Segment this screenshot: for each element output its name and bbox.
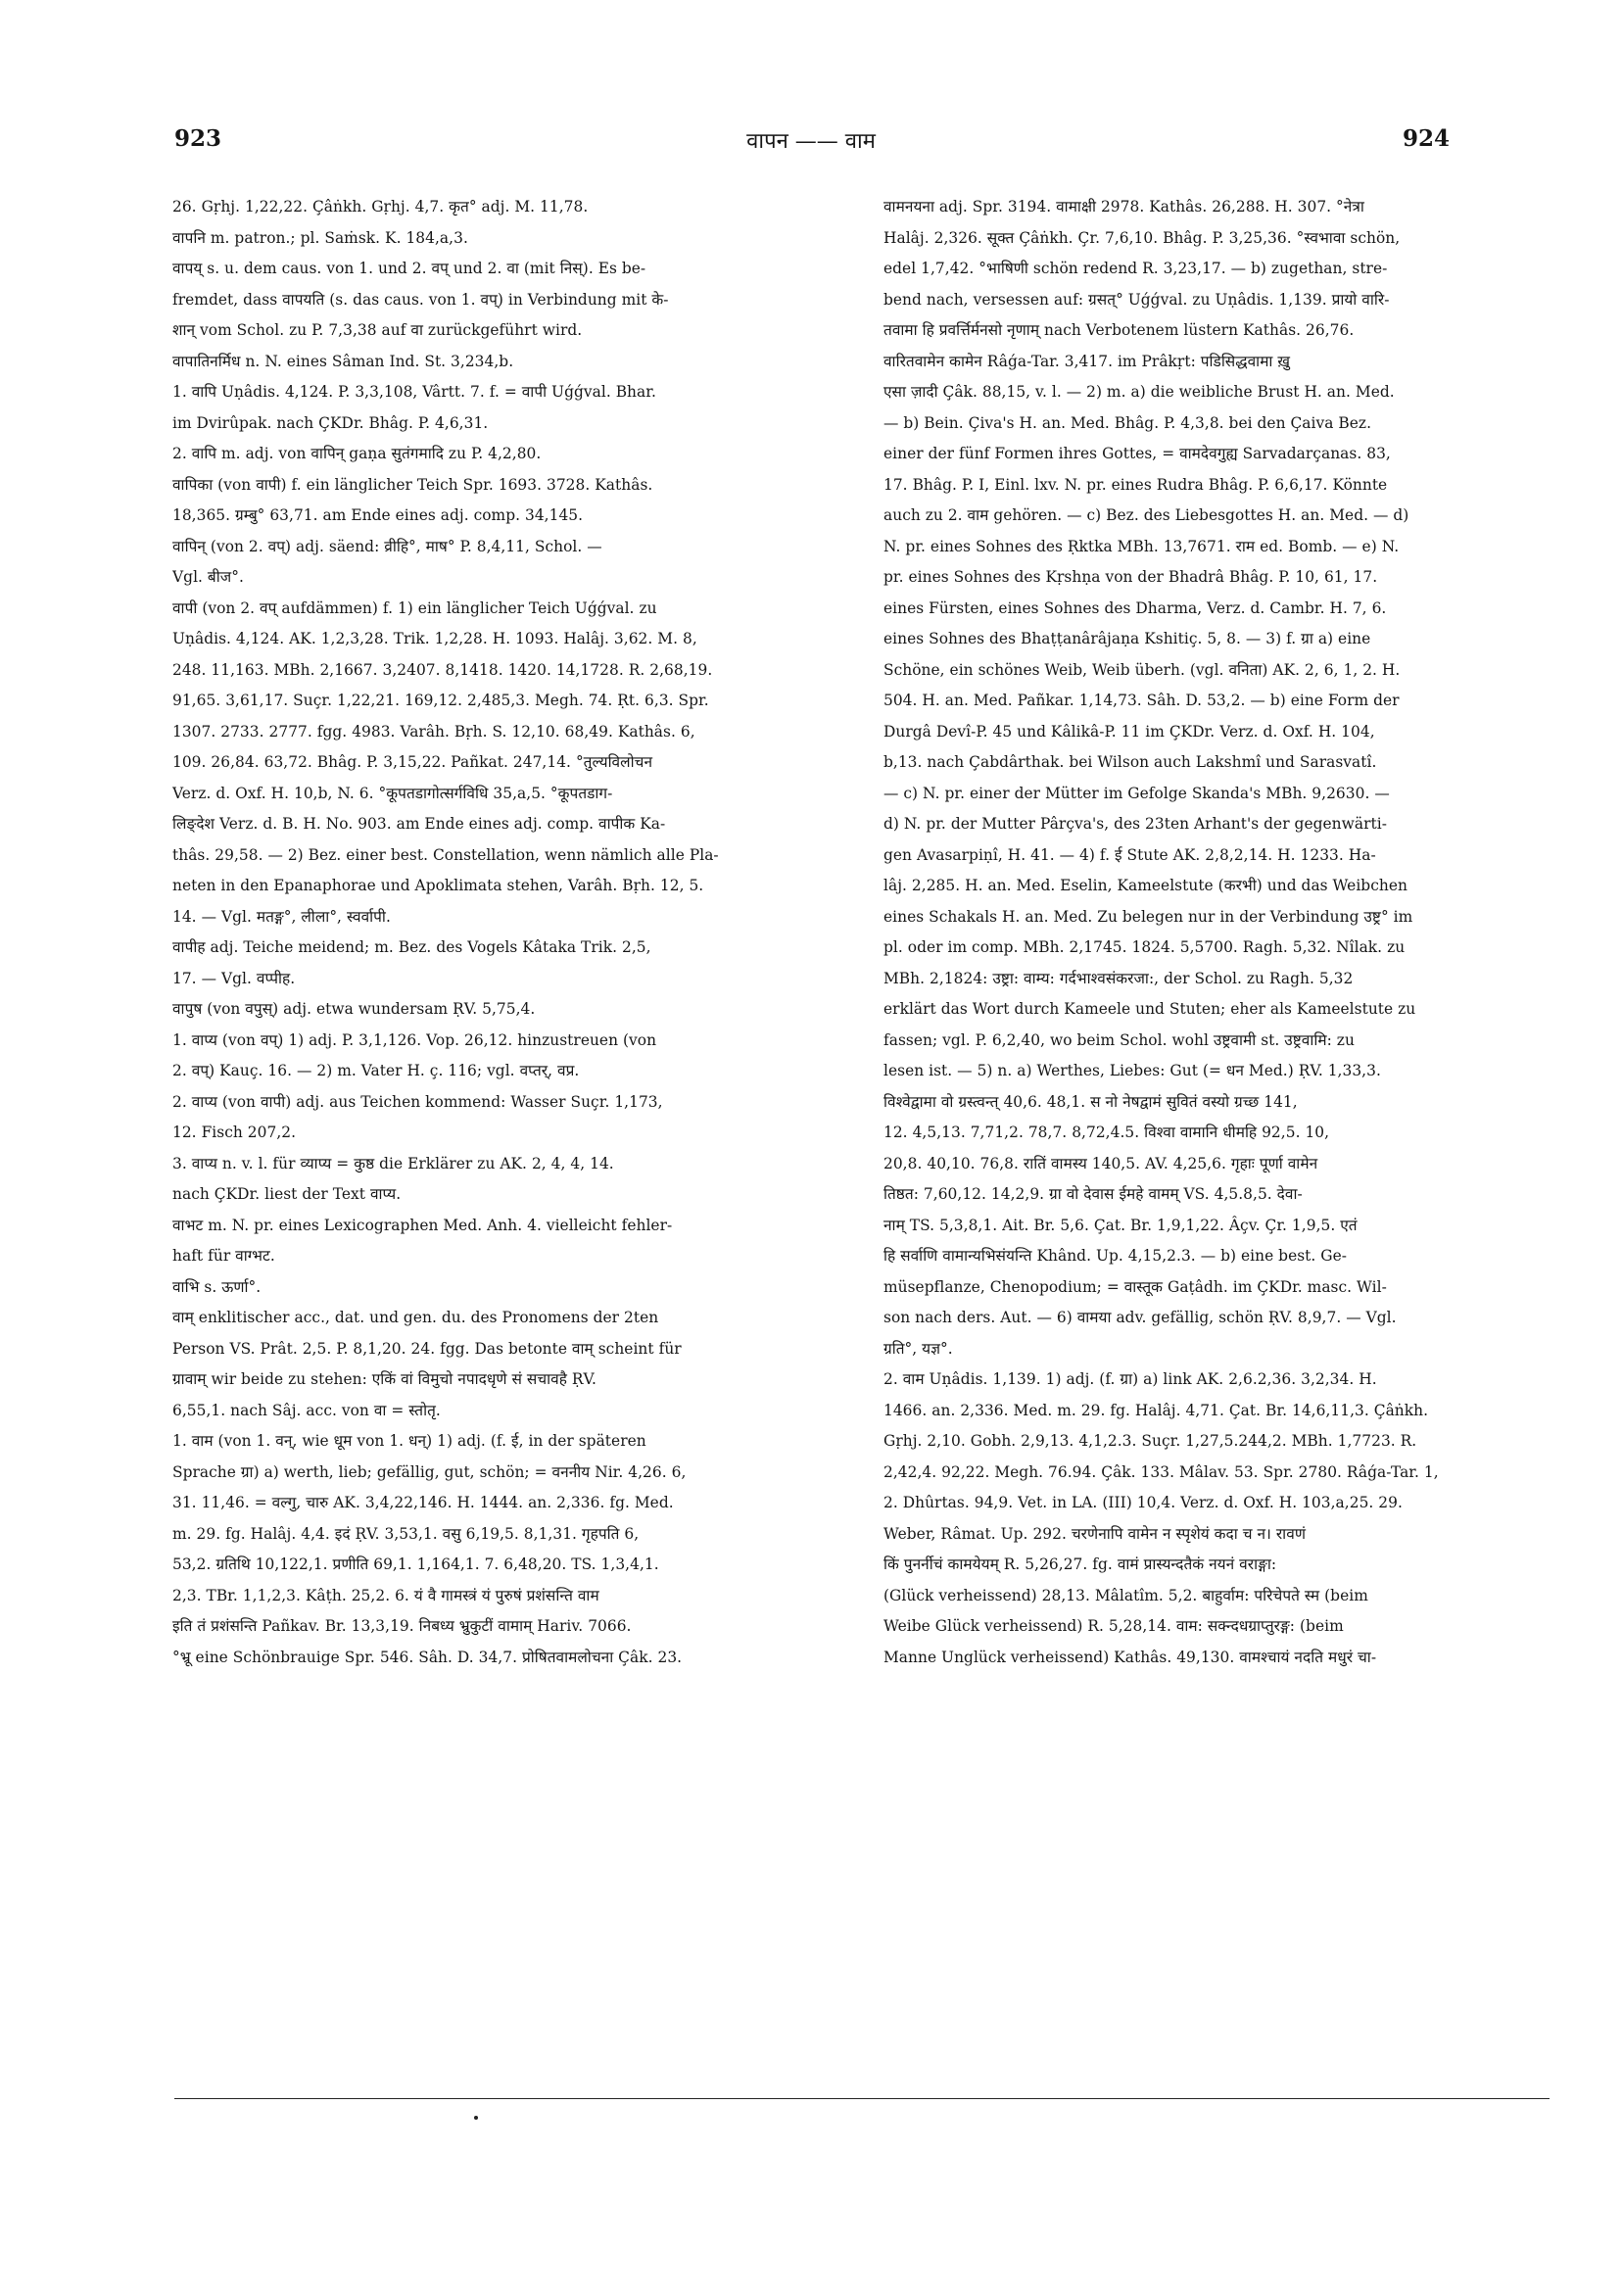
footer-dot [474,2116,478,2120]
text-line: Weber, Râmat. Up. 292. चरणेनापि वामेन न स्पृशेयं कदा च न। रावणं [883,1524,1306,1543]
text-line: d) N. pr. der Mutter Pârçva's, des 23ten Arhant's der gegenwärti- [883,815,1387,833]
text-line: वारितवामेन कामेन Râǵa-Tar. 3,417. im Prâkṛt: पडिसिद्धवामा ख़ु [883,352,1291,370]
text-line: वाभि s. ऊर्णा°. [172,1277,262,1296]
text-line: वामनयना adj. Spr. 3194. वामाक्षी 2978. Kathâs. 26,288. H. 307. °नेत्रा [883,198,1364,215]
text-line: लिङ्देश Verz. d. B. H. No. 903. am Ende eines adj. comp. वापीक Ka- [172,815,666,833]
text-line: erklärt das Wort durch Kameele und Stuten; eher als Kameelstute zu [883,1000,1416,1018]
text-line: वापी (von 2. वप् aufdämmen) f. 1) ein länglicher Teich Uǵǵval. zu [172,598,657,617]
text-line: b,13. nach Çabdârthak. bei Wilson auch Lakshmî und Sarasvatî. [883,753,1377,771]
text-line: Weibe Glück verheissend) R. 5,28,14. वाम: सक्न्दधग्राप्तुरङ्ग: (beim [883,1617,1344,1635]
text-line: 3. वाप्य n. v. l. für व्याप्य = कुष्ठ die Erklärer zu AK. 2, 4, 4, 14. [172,1154,614,1172]
text-line: son nach ders. Aut. — 6) वामया adv. gefällig, schön ṚV. 8,9,7. — Vgl. [883,1309,1397,1326]
text-line: 2. वाप्य (von वापी) adj. aus Teichen kommend: Wasser Suçr. 1,173, [172,1092,663,1111]
text-line: एसा ज़ादी Çâk. 88,15, v. l. — 2) m. a) die weibliche Brust H. an. Med. [883,383,1395,401]
footer-rule [174,2098,1550,2099]
text-line: 2. Dhûrtas. 94,9. Vet. in LA. (III) 10,4. Verz. d. Oxf. H. 103,a,25. 29. [883,1494,1403,1511]
text-line: 17. — Vgl. वप्पीह. [172,969,296,987]
text-line: lesen ist. — 5) n. a) Werthes, Liebes: Gut (= धन Med.) ṚV. 1,33,3. [883,1062,1381,1079]
text-line: pr. eines Sohnes des Kṛshṇa von der Bhadrâ Bhâg. P. 10, 61, 17. [883,568,1378,586]
text-line: वापुष (von वपुस्) adj. etwa wundersam ṚV. 5,75,4. [172,1000,536,1018]
text-line: विश्वेद्वामा वो ग्रस्त्वन्त् 40,6. 48,1. स नो नेषद्वामं सुवितं वस्यो ग्रच्छ 141, [883,1092,1298,1111]
text-line: nach ÇKDr. liest der Text वाप्य. [172,1185,402,1203]
left-page-number: 923 [174,125,222,152]
text-line: 17. Bhâg. P. I, Einl. lxv. N. pr. eines Rudra Bhâg. P. 6,6,17. Könnte [883,475,1388,494]
text-line: 12. 4,5,13. 7,71,2. 78,7. 8,72,4.5. विश्वा वामानि धीमहि 92,5. 10, [883,1124,1330,1141]
text-line: Gṛhj. 2,10. Gobh. 2,9,13. 4,1,2.3. Suçr. 1,27,5.244,2. MBh. 1,7723. R. [883,1432,1417,1450]
text-line: MBh. 2,1824: उष्ट्रा: वाम्य: गर्दभाश्वसंकरजा:, der Schol. zu Ragh. 5,32 [883,969,1354,987]
text-line: शान् vom Schol. zu P. 7,3,38 auf वा zurückgeführt wird. [172,321,583,339]
text-line: N. pr. eines Sohnes des Ṛktka MBh. 13,7671. राम ed. Bomb. — e) N. [883,537,1400,555]
text-line: eines Schakals H. an. Med. Zu belegen nur in der Verbindung उष्ट्र° im [883,907,1413,926]
text-line: Sprache ग्रा) a) werth, lieb; gefällig, gut, schön; = वननीय Nir. 4,26. 6, [172,1462,687,1481]
text-line: 2. वापि m. adj. von वापिन् gaṇa सुतंगमादि zu P. 4,2,80. [172,445,542,462]
text-line: m. 29. fg. Halâj. 4,4. इदं ṚV. 3,53,1. वसु 6,19,5. 8,1,31. गृहपति 6, [172,1524,640,1543]
page-header [0,125,1622,165]
text-line: 53,2. ग्रतिथि 10,122,1. प्रणीति 69,1. 1,164,1. 7. 6,48,20. TS. 1,3,4,1. [172,1555,659,1573]
text-line: 2. वाम Uṇâdis. 1,139. 1) adj. (f. ग्रा) a) link AK. 2,6.2,36. 3,2,34. H. [883,1370,1377,1388]
text-line: ग्रति°, यज्ञ°. [883,1339,953,1358]
text-line: 248. 11,163. MBh. 2,1667. 3,2407. 8,1418. 1420. 14,1728. R. 2,68,19. [172,660,713,679]
text-line: तवामा हि प्रवर्त्तिर्मनसो नृणाम् nach Verbotenem lüstern Kathâs. 26,76. [883,321,1355,339]
text-line: वापातिनर्मिध n. N. eines Sâman Ind. St. 3,234,b. [172,352,514,370]
text-line: (Glück verheissend) 28,13. Mâlatîm. 5,2. बाहुर्वाम: परिचेपते स्म (beim [883,1586,1368,1604]
text-line: वापीह adj. Teiche meidend; m. Bez. des Vogels Kâtaka Trik. 2,5, [172,938,651,956]
text-line: Manne Unglück verheissend) Kathâs. 49,130. वामश्चायं नदति मधुरं चा- [883,1648,1377,1666]
text-line: 18,365. ग्रम्बु° 63,71. am Ende eines adj. comp. 34,145. [172,506,584,524]
text-line: 1. वाप्य (von वप्) 1) adj. P. 3,1,126. Vop. 26,12. hinzustreuen (von [172,1030,657,1049]
text-line: bend nach, versessen auf: ग्रसत्° Uǵǵval. zu Uṇâdis. 1,139. प्रायो वारि- [883,290,1390,309]
text-line: 109. 26,84. 63,72. Bhâg. P. 3,15,22. Pañkat. 247,14. °तुल्यविलोचन [172,753,653,771]
text-line: 31. 11,46. = वल्गु, चारु AK. 3,4,22,146. H. 1444. an. 2,336. fg. Med. [172,1494,674,1511]
text-line: 1. वाम (von 1. वन्, wie धूम von 1. धन्) 1) adj. (f. ई, in der späteren [172,1432,646,1450]
right-column [883,192,1550,2043]
text-line: वापय् s. u. dem caus. von 1. und 2. वप् und 2. वा (mit निस्). Es be- [172,260,646,277]
text-line: Halâj. 2,326. सूक्त Çâṅkh. Çr. 7,6,10. Bhâg. P. 3,25,36. °स्वभावा schön, [883,228,1401,247]
text-line: वाभट m. N. pr. eines Lexicographen Med. Anh. 4. vielleicht fehler- [172,1216,673,1234]
text-line: Uṇâdis. 4,124. AK. 1,2,3,28. Trik. 1,2,28. H. 1093. Halâj. 3,62. M. 8, [172,630,697,647]
text-line: — c) N. pr. einer der Mütter im Gefolge Skanda's MBh. 9,2630. — [883,784,1390,802]
text-line: pl. oder im comp. MBh. 2,1745. 1824. 5,5700. Ragh. 5,32. Nîlak. zu [883,938,1406,956]
text-line: 2,3. TBr. 1,1,2,3. Kâṭh. 25,2. 6. यं वै गामस्त्रं यं पुरुषं प्रशंसन्ति वाम [172,1586,599,1604]
text-line: °भ्रू eine Schönbrauige Spr. 546. Sâh. D. 34,7. प्रोषितवामलोचना Çâk. 23. [172,1648,683,1666]
text-line: 2. वप्) Kauç. 16. — 2) m. Vater H. ç. 116; vgl. वप्तर्, वप्र. [172,1062,580,1079]
text-line: 2,42,4. 92,22. Megh. 76.94. Çâk. 133. Mâlav. 53. Spr. 2780. Râǵa-Tar. 1, [883,1462,1439,1481]
text-line: हि सर्वाणि वामान्यभिसंयन्ति Khând. Up. 4,15,2.3. — b) eine best. Ge- [883,1247,1348,1265]
text-line: 1307. 2733. 2777. fgg. 4983. Varâh. Bṛh. S. 12,10. 68,49. Kathâs. 6, [172,722,695,741]
text-line: ग्रावाम् wir beide zu stehen: एकिं वां विमुचो नपादधृणे सं सचावहै ṚV. [172,1370,596,1388]
text-line: 14. — Vgl. मतङ्ग°, लीला°, स्वर्वापी. [172,907,391,926]
text-line: वाम् enklitischer acc., dat. und gen. du. des Pronomens der 2ten [172,1309,659,1326]
running-head: वापन —— वाम [746,129,876,154]
text-line: 26. Gṛhj. 1,22,22. Çâṅkh. Gṛhj. 4,7. कृत° adj. M. 11,78. [172,198,589,215]
text-line: 12. Fisch 207,2. [172,1124,297,1141]
left-column [172,192,842,2043]
text-line: edel 1,7,42. °भाषिणी schön redend R. 3,23,17. — b) zugethan, stre- [883,260,1388,277]
right-page-number: 924 [1402,125,1450,152]
text-line: fassen; vgl. P. 6,2,40, wo beim Schol. wohl उष्ट्रवामी st. उष्ट्रवामि: zu [883,1030,1355,1049]
text-line: im Dvirûpak. nach ÇKDr. Bhâg. P. 4,6,31. [172,413,489,432]
text-line: वापिन् (von 2. वप्) adj. säend: व्रीहि°, माष° P. 8,4,11, Schol. — [172,537,602,555]
text-line: तिष्ठत: 7,60,12. 14,2,9. ग्रा वो देवास ईमहे वामम् VS. 4,5.8,5. देवा- [883,1185,1303,1203]
text-line: auch zu 2. वाम gehören. — c) Bez. des Liebesgottes H. an. Med. — d) [883,506,1409,524]
text-line: Durgâ Devî-P. 45 und Kâlikâ-P. 11 im ÇKDr. Verz. d. Oxf. H. 104, [883,722,1375,741]
text-line: Schöne, ein schönes Weib, Weib überh. (vgl. वनिता) AK. 2, 6, 1, 2. H. [883,660,1401,679]
text-line: 1. वापि Uṇâdis. 4,124. P. 3,3,108, Vârtt. 7. f. = वापी Uǵǵval. Bhar. [172,383,656,401]
text-line: 91,65. 3,61,17. Suçr. 1,22,21. 169,12. 2,485,3. Megh. 74. Ṛt. 6,3. Spr. [172,692,709,709]
text-line: वापिका (von वापी) f. ein länglicher Teich Spr. 1693. 3728. Kathâs. [172,475,653,494]
text-line: 20,8. 40,10. 76,8. रातिं वामस्य 140,5. AV. 4,25,6. गृहाः पूर्णा वामेन [883,1154,1318,1172]
text-line: इति तं प्रशंसन्ति Pañkav. Br. 13,3,19. निबध्य भ्रुकुटीं वामाम् Hariv. 7066. [172,1617,632,1635]
text-line: fremdet, dass वापयति (s. das caus. von 1. वप्) in Verbindung mit के- [172,290,669,309]
text-line: 6,55,1. nach Sâj. acc. von वा = स्तोतृ. [172,1401,441,1419]
text-line: neten in den Epanaphorae und Apoklimata stehen, Varâh. Bṛh. 12, 5. [172,877,704,894]
text-line: müsepflanze, Chenopodium; = वास्तूक Gaṭâdh. im ÇKDr. masc. Wil- [883,1277,1387,1296]
text-line: thâs. 29,58. — 2) Bez. einer best. Constellation, wenn nämlich alle Pla- [172,845,719,864]
text-line: Person VS. Prât. 2,5. P. 8,1,20. 24. fgg. Das betonte वाम् scheint für [172,1339,682,1358]
text-line: lâj. 2,285. H. an. Med. Eselin, Kameelstute (करभी) und das Weibchen [883,877,1407,894]
text-line: gen Avasarpiṇî, H. 41. — 4) f. ई Stute AK. 2,8,2,14. H. 1233. Ha- [883,845,1376,864]
text-line: — b) Bein. Çiva's H. an. Med. Bhâg. P. 4,3,8. bei den Çaiva Bez. [883,413,1372,432]
text-line: Verz. d. Oxf. H. 10,b, N. 6. °कूपतडागोत्सर्गविधि 35,a,5. °कूपतडाग- [172,784,613,802]
text-line: Vgl. बीज°. [172,568,244,586]
text-line: einer der fünf Formen ihres Gottes, = वामदेवगुह्य Sarvadarçanas. 83, [883,445,1391,462]
text-line: 1466. an. 2,336. Med. m. 29. fg. Halâj. 4,71. Çat. Br. 14,6,11,3. Çâṅkh. [883,1401,1429,1419]
text-line: eines Sohnes des Bhaṭṭanârâjaṇa Kshitiç. 5, 8. — 3) f. ग्रा a) eine [883,630,1371,647]
text-line: 504. H. an. Med. Pañkar. 1,14,73. Sâh. D. 53,2. — b) eine Form der [883,692,1400,709]
text-line: haft für वाग्भट. [172,1247,275,1265]
text-line: किं पुनर्नीचं कामयेयम् R. 5,26,27. fg. वामं प्रास्यन्दतैकं नयनं वराङ्गा: [883,1555,1277,1573]
text-line: वापनि m. patron.; pl. Saṁsk. K. 184,a,3. [172,228,468,247]
text-line: eines Fürsten, eines Sohnes des Dharma, Verz. d. Cambr. H. 7, 6. [883,598,1387,617]
text-line: नाम् TS. 5,3,8,1. Ait. Br. 5,6. Çat. Br. 1,9,1,22. Âçv. Çr. 1,9,5. एतं [883,1216,1358,1234]
